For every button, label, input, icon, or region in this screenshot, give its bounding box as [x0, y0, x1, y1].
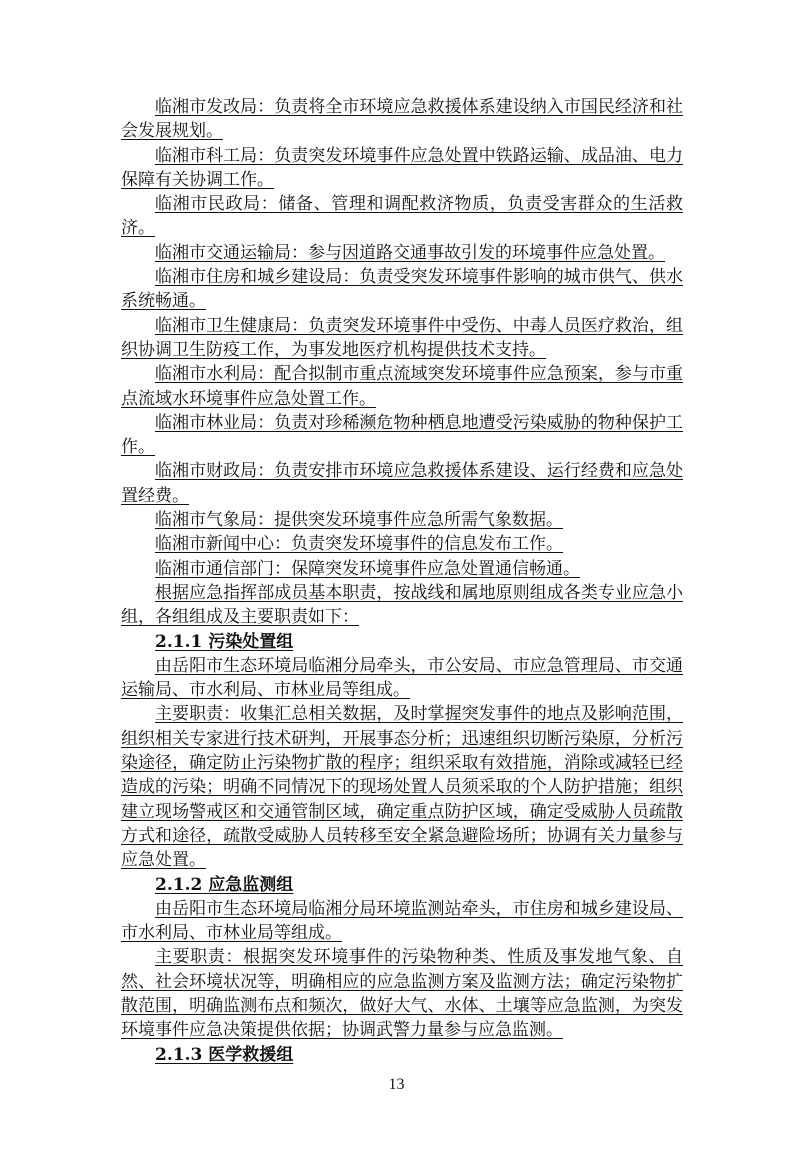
- paragraph: 临湘市气象局：提供突发环境事件应急所需气象数据。: [155, 510, 563, 531]
- paragraph: 临湘市通信部门：保障突发环境事件应急处置通信畅通。: [155, 558, 580, 579]
- page-number: 13: [388, 1075, 405, 1093]
- paragraph: 临湘市住房和城乡建设局：负责受突发环境事件影响的城市供气、供水系统畅通。: [121, 267, 683, 312]
- paragraph: 主要职责：根据突发环境事件的污染物种类、性质及事发地气象、自然、社会环境状况等，明确相应的应急监测方案及监测方法；确定污染物扩散范围，明确监测布点和频次，做好大气、水体、土壤等应急监测，为突发环境事件应急决策提供依据；协调武警力量参与应急监测。: [121, 947, 683, 1041]
- paragraph: 临湘市新闻中心：负责突发环境事件的信息发布工作。: [155, 534, 563, 555]
- paragraph: 由岳阳市生态环境局临湘分局环境监测站牵头，市住房和城乡建设局、市水利局、市林业局等组成。: [121, 898, 683, 944]
- paragraph: 由岳阳市生态环境局临湘分局牵头，市公安局、市应急管理局、市交通运输局、市水利局、市林业局等组成。: [121, 655, 683, 701]
- paragraph: 临湘市财政局：负责安排市环境应急救援体系建设、运行经费和应急处置经费。: [121, 461, 683, 506]
- paragraph: 临湘市民政局：储备、管理和调配救济物质，负责受害群众的生活救济。: [121, 194, 683, 239]
- paragraph: 临湘市科工局：负责突发环境事件应急处置中铁路运输、成品油、电力保障有关协调工作。: [121, 145, 683, 190]
- paragraph: 临湘市林业局：负责对珍稀濒危物种栖息地遭受污染威胁的物种保护工作。: [121, 412, 683, 458]
- document-body: [121, 95, 683, 1067]
- paragraph: 临湘市水利局：配合拟制市重点流域突发环境事件应急预案，参与市重点流域水环境事件应急处置工作。: [121, 364, 683, 409]
- section-heading: 2.1.1 污染处置组: [155, 631, 294, 652]
- section-heading: 2.1.2 应急监测组: [155, 874, 294, 895]
- paragraph: 临湘市卫生健康局：负责突发环境事件中受伤、中毒人员医疗救治，组织协调卫生防疫工作，为事发地医疗机构提供技术支持。: [121, 315, 683, 360]
- section-heading: 2.1.3 医学救援组: [155, 1044, 294, 1065]
- paragraph: 根据应急指挥部成员基本职责，按战线和属地原则组成各类专业应急小组，各组组成及主要职责如下：: [121, 582, 683, 628]
- paragraph: 主要职责：收集汇总相关数据，及时掌握突发事件的地点及影响范围，组织相关专家进行技术研判，开展事态分析；迅速组织切断污染原，分析污染途径，确定防止污染物扩散的程序；组织采取有效措施，消除或减轻已经造成的污染；明确不同情况下的现场处置人员须采取的个人防护措施；组织建立现场警戒区和交通管制区域，确定重点防护区域，确定受威胁人员疏散方式和途径，疏散受威胁人员转移至安全紧急避险场所；协调有关力量参与应急处置。: [121, 704, 683, 871]
- paragraph: 临湘市交通运输局：参与因道路交通事故引发的环境事件应急处置。: [155, 242, 665, 263]
- paragraph: 临湘市发改局：负责将全市环境应急救援体系建设纳入市国民经济和社会发展规划。: [121, 97, 683, 142]
